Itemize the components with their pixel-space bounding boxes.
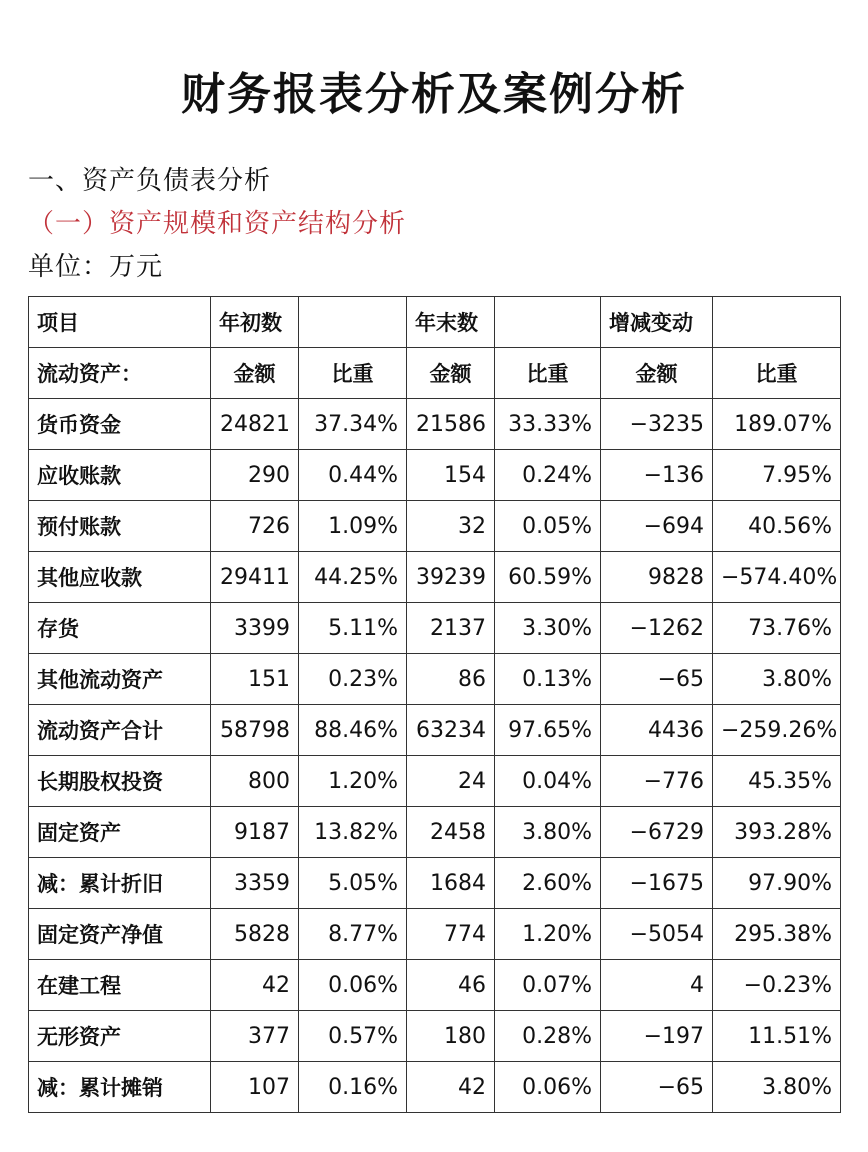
- value-cell: −5054: [601, 909, 713, 960]
- value-cell: −136: [601, 450, 713, 501]
- value-cell: 73.76%: [713, 603, 841, 654]
- value-cell: 107: [211, 1062, 299, 1113]
- value-cell: 0.06%: [495, 1062, 601, 1113]
- row-label: 无形资产: [29, 1011, 211, 1062]
- value-cell: 11.51%: [713, 1011, 841, 1062]
- table-row: [29, 1011, 841, 1062]
- value-cell: 3.80%: [495, 807, 601, 858]
- value-cell: 800: [211, 756, 299, 807]
- row-label: 固定资产净值: [29, 909, 211, 960]
- row-label: 流动资产合计: [29, 705, 211, 756]
- table-row: [29, 960, 841, 1011]
- value-cell: −65: [601, 1062, 713, 1113]
- header-cell: [495, 297, 601, 348]
- value-cell: 39239: [407, 552, 495, 603]
- value-cell: 42: [211, 960, 299, 1011]
- value-cell: 2458: [407, 807, 495, 858]
- value-cell: 24: [407, 756, 495, 807]
- value-cell: 0.23%: [299, 654, 407, 705]
- header-cell: [299, 297, 407, 348]
- unit-label: 单位：万元: [28, 252, 164, 282]
- table-row: [29, 501, 841, 552]
- header-cell: 比重: [713, 348, 841, 399]
- row-label: 在建工程: [29, 960, 211, 1011]
- value-cell: 0.44%: [299, 450, 407, 501]
- value-cell: −0.23%: [713, 960, 841, 1011]
- header-cell: [713, 297, 841, 348]
- value-cell: −1262: [601, 603, 713, 654]
- table-row: [29, 756, 841, 807]
- value-cell: 46: [407, 960, 495, 1011]
- value-cell: 0.28%: [495, 1011, 601, 1062]
- value-cell: −259.26%: [713, 705, 841, 756]
- value-cell: 3359: [211, 858, 299, 909]
- value-cell: 3.80%: [713, 1062, 841, 1113]
- value-cell: 5.05%: [299, 858, 407, 909]
- value-cell: −3235: [601, 399, 713, 450]
- table-row: [29, 654, 841, 705]
- header-cell: 年初数: [211, 297, 299, 348]
- value-cell: 3.30%: [495, 603, 601, 654]
- value-cell: 0.24%: [495, 450, 601, 501]
- value-cell: 5.11%: [299, 603, 407, 654]
- header-row-1: [29, 297, 841, 348]
- table-row: [29, 858, 841, 909]
- balance-sheet-table: [28, 296, 841, 1113]
- value-cell: 0.57%: [299, 1011, 407, 1062]
- value-cell: 3399: [211, 603, 299, 654]
- value-cell: 393.28%: [713, 807, 841, 858]
- table-row: [29, 807, 841, 858]
- value-cell: 0.06%: [299, 960, 407, 1011]
- subsection-heading: （一）资产规模和资产结构分析: [28, 209, 407, 239]
- value-cell: 21586: [407, 399, 495, 450]
- row-label: 固定资产: [29, 807, 211, 858]
- table-row: [29, 909, 841, 960]
- value-cell: 13.82%: [299, 807, 407, 858]
- value-cell: 151: [211, 654, 299, 705]
- header-cell: 流动资产：: [29, 348, 211, 399]
- value-cell: −574.40%: [713, 552, 841, 603]
- value-cell: 4436: [601, 705, 713, 756]
- value-cell: 154: [407, 450, 495, 501]
- value-cell: 7.95%: [713, 450, 841, 501]
- row-label: 其他流动资产: [29, 654, 211, 705]
- value-cell: 63234: [407, 705, 495, 756]
- value-cell: 29411: [211, 552, 299, 603]
- value-cell: 24821: [211, 399, 299, 450]
- value-cell: 377: [211, 1011, 299, 1062]
- value-cell: 1.20%: [495, 909, 601, 960]
- value-cell: 4: [601, 960, 713, 1011]
- row-label: 其他应收款: [29, 552, 211, 603]
- header-cell: 比重: [299, 348, 407, 399]
- table-row: [29, 603, 841, 654]
- value-cell: 774: [407, 909, 495, 960]
- header-cell: 项目: [29, 297, 211, 348]
- value-cell: 97.65%: [495, 705, 601, 756]
- value-cell: −694: [601, 501, 713, 552]
- header-cell: 比重: [495, 348, 601, 399]
- row-label: 预付账款: [29, 501, 211, 552]
- value-cell: 5828: [211, 909, 299, 960]
- value-cell: 0.07%: [495, 960, 601, 1011]
- value-cell: 180: [407, 1011, 495, 1062]
- row-label: 应收账款: [29, 450, 211, 501]
- value-cell: 40.56%: [713, 501, 841, 552]
- value-cell: −197: [601, 1011, 713, 1062]
- value-cell: 1684: [407, 858, 495, 909]
- header-cell: 增减变动: [601, 297, 713, 348]
- header-cell: 年末数: [407, 297, 495, 348]
- value-cell: 0.04%: [495, 756, 601, 807]
- value-cell: 189.07%: [713, 399, 841, 450]
- value-cell: −65: [601, 654, 713, 705]
- value-cell: 45.35%: [713, 756, 841, 807]
- value-cell: 97.90%: [713, 858, 841, 909]
- value-cell: 1.20%: [299, 756, 407, 807]
- value-cell: 0.13%: [495, 654, 601, 705]
- value-cell: 86: [407, 654, 495, 705]
- value-cell: 1.09%: [299, 501, 407, 552]
- value-cell: −1675: [601, 858, 713, 909]
- table-row: [29, 399, 841, 450]
- section-heading: 一、资产负债表分析: [28, 166, 272, 196]
- row-label: 减：累计摊销: [29, 1062, 211, 1113]
- value-cell: 42: [407, 1062, 495, 1113]
- value-cell: 0.05%: [495, 501, 601, 552]
- value-cell: 0.16%: [299, 1062, 407, 1113]
- value-cell: 9187: [211, 807, 299, 858]
- header-cell: 金额: [601, 348, 713, 399]
- row-label: 货币资金: [29, 399, 211, 450]
- header-cell: 金额: [407, 348, 495, 399]
- value-cell: 2.60%: [495, 858, 601, 909]
- value-cell: 44.25%: [299, 552, 407, 603]
- value-cell: 726: [211, 501, 299, 552]
- value-cell: 2137: [407, 603, 495, 654]
- value-cell: 3.80%: [713, 654, 841, 705]
- row-label: 长期股权投资: [29, 756, 211, 807]
- document-title: 财务报表分析及案例分析: [181, 69, 687, 120]
- value-cell: 9828: [601, 552, 713, 603]
- table-row: [29, 450, 841, 501]
- value-cell: 37.34%: [299, 399, 407, 450]
- row-label: 减：累计折旧: [29, 858, 211, 909]
- value-cell: −776: [601, 756, 713, 807]
- table-row: [29, 705, 841, 756]
- value-cell: 295.38%: [713, 909, 841, 960]
- table-row: [29, 1062, 841, 1113]
- value-cell: 8.77%: [299, 909, 407, 960]
- value-cell: 32: [407, 501, 495, 552]
- header-row-2: [29, 348, 841, 399]
- value-cell: 58798: [211, 705, 299, 756]
- value-cell: 33.33%: [495, 399, 601, 450]
- row-label: 存货: [29, 603, 211, 654]
- value-cell: 88.46%: [299, 705, 407, 756]
- value-cell: −6729: [601, 807, 713, 858]
- table-row: [29, 552, 841, 603]
- value-cell: 290: [211, 450, 299, 501]
- value-cell: 60.59%: [495, 552, 601, 603]
- header-cell: 金额: [211, 348, 299, 399]
